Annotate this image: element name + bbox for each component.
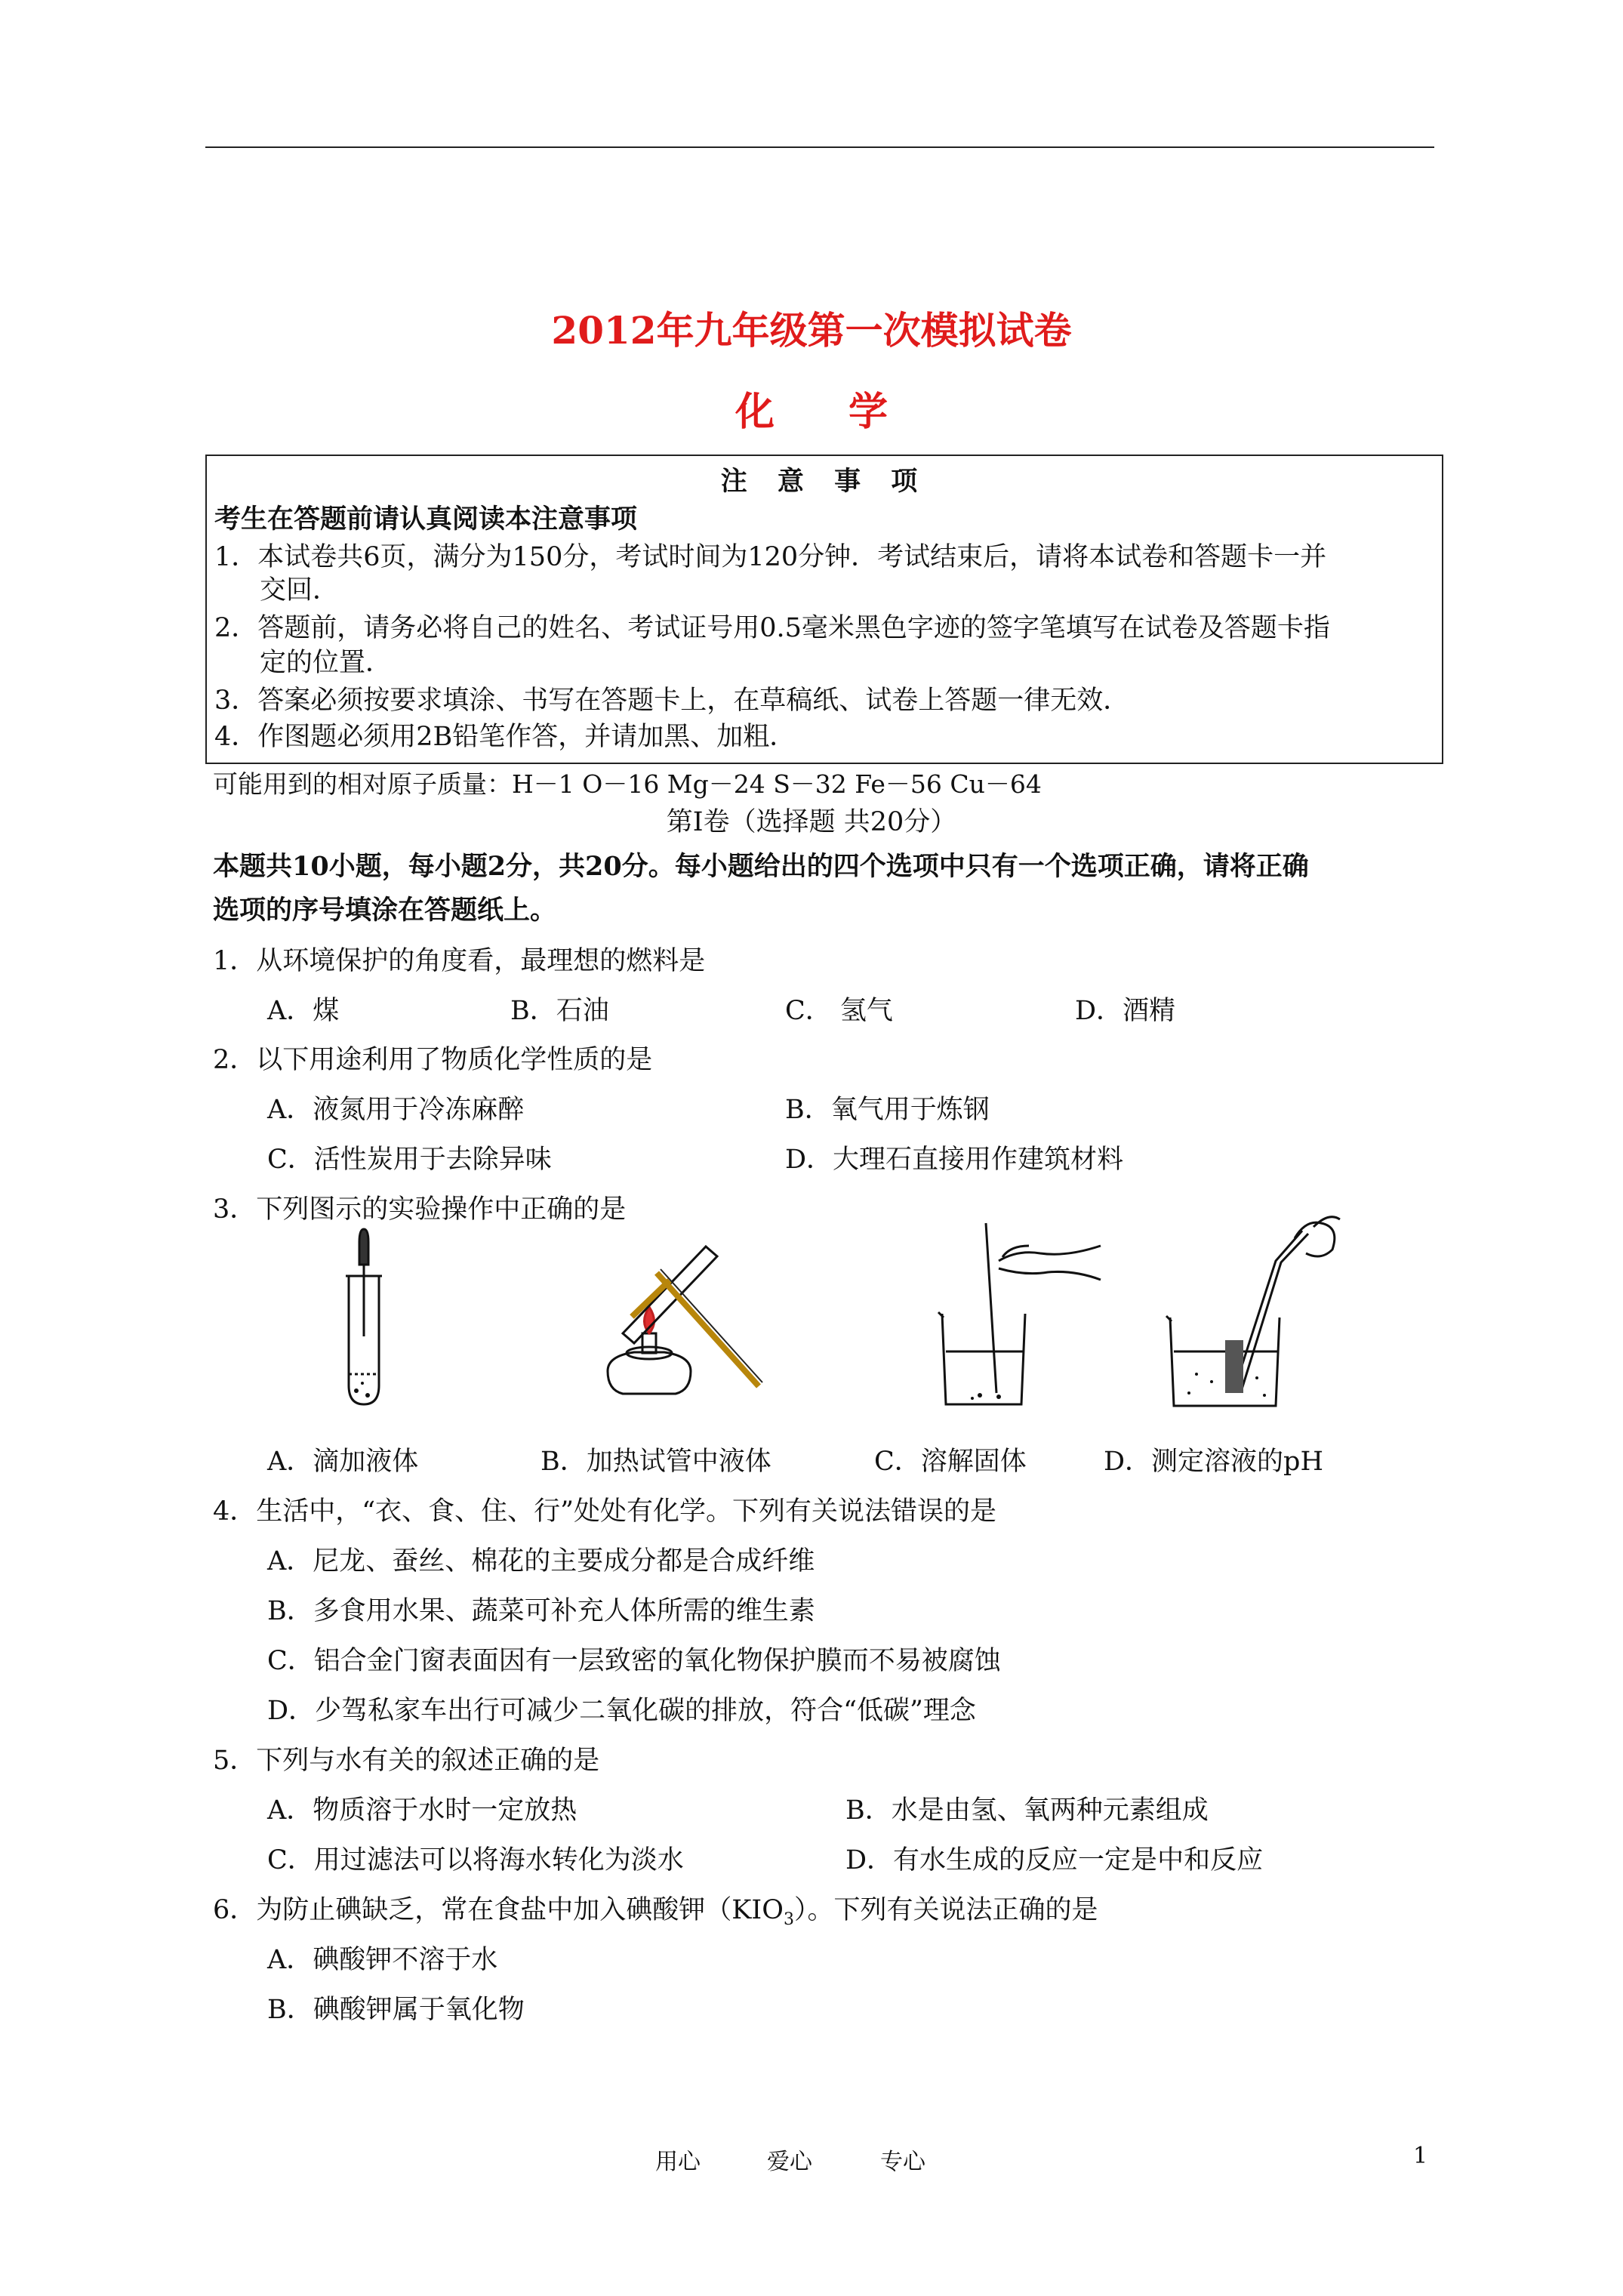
option-d: D．大理石直接用作建筑材料	[785, 1145, 1124, 1175]
notice-item: 1．本试卷共6页，满分为150分，考试时间为120分钟．考试结束后，请将本试卷和答题卡一并	[214, 542, 1327, 572]
option-d: D．测定溶液的pH	[1104, 1447, 1323, 1477]
question-stem: 5．下列与水有关的叙述正确的是	[213, 1746, 600, 1776]
measuring-ph-figure	[1151, 1208, 1347, 1416]
option-a: A．尼龙、蚕丝、棉花的主要成分都是合成纤维	[267, 1546, 815, 1576]
notice-item: 交回．	[260, 575, 340, 606]
notice-item: 3．答案必须按要求填涂、书写在答题卡上，在草稿纸、试卷上答题一律无效．	[214, 686, 1130, 716]
option-a: A．物质溶于水时一定放热	[267, 1795, 577, 1826]
option-c: C．活性炭用于去除异味	[267, 1145, 552, 1175]
option-c: C．用过滤法可以将海水转化为淡水	[267, 1845, 684, 1875]
option-b: B．水是由氢、氧两种元素组成	[845, 1795, 1209, 1826]
atomic-masses: 可能用到的相对原子质量：H－1 O－16 Mg－24 S－32 Fe－56 Cu－64	[213, 769, 1042, 799]
option-b: B．多食用水果、蔬菜可补充人体所需的维生素	[267, 1596, 815, 1626]
question-stem: 2．以下用途利用了物质化学性质的是	[213, 1045, 653, 1075]
question-stem	[213, 1889, 1098, 1929]
footer-text: 爱心	[767, 2149, 812, 2175]
exam-title: 2012年九年级第一次模拟试卷	[551, 308, 1072, 353]
section-instructions: 本题共10小题，每小题2分，共20分。每小题给出的四个选项中只有一个选项正确，请将正确	[213, 851, 1309, 882]
option-c: C．溶解固体	[874, 1447, 1027, 1477]
notice-heading: 注 意 事 项	[720, 466, 929, 497]
option-a: A．液氮用于冷冻麻醉	[267, 1095, 525, 1125]
notice-item: 定的位置．	[260, 648, 393, 678]
notice-subheading: 考生在答题前请认真阅读本注意事项	[214, 504, 638, 535]
header-rule	[205, 146, 1434, 148]
option-b: B．石油	[510, 996, 609, 1026]
stem-text: 6．为防止碘缺乏，常在食盐中加入碘酸钾（KIO	[213, 1895, 784, 1925]
option-a: A．碘酸钾不溶于水	[267, 1945, 498, 1975]
subscript: 3	[783, 1910, 794, 1929]
footer-text: 用心	[655, 2149, 701, 2175]
stem-text: ）。下列有关说法正确的是	[793, 1895, 1098, 1925]
section-instructions: 选项的序号填涂在答题纸上。	[213, 895, 557, 926]
option-b: B．碘酸钾属于氧化物	[267, 1995, 525, 2025]
question-stem: 1．从环境保护的角度看，最理想的燃料是	[213, 946, 706, 976]
option-b: B．加热试管中液体	[540, 1447, 771, 1477]
page-number: 1	[1413, 2143, 1428, 2169]
option-a: A．煤	[267, 996, 340, 1026]
section-title: 第Ⅰ卷（选择题 共20分）	[666, 807, 957, 837]
option-a: A．滴加液体	[267, 1447, 419, 1477]
heating-test-tube-figure	[577, 1228, 789, 1416]
option-d: D．少驾私家车出行可减少二氧化碳的排放，符合“低碳”理念	[267, 1696, 976, 1726]
option-d: D．有水生成的反应一定是中和反应	[845, 1845, 1264, 1875]
notice-item: 2．答题前，请务必将自己的姓名、考试证号用0.5毫米黑色字迹的签字笔填写在试卷及答题卡指	[214, 613, 1330, 643]
question-stem: 4．生活中，“衣、食、住、行”处处有化学。下列有关说法错误的是	[213, 1496, 997, 1527]
footer-text: 专心	[880, 2149, 925, 2175]
option-c: C．铝合金门窗表面因有一层致密的氧化物保护膜而不易被腐蚀	[267, 1646, 1001, 1676]
notice-box	[205, 455, 1443, 764]
dropper-test-tube-figure	[326, 1223, 417, 1412]
notice-item: 4．作图题必须用2B铅笔作答，并请加黑、加粗．	[214, 722, 796, 752]
option-d: D．酒精	[1075, 996, 1176, 1026]
subject-title: 化 学	[735, 389, 919, 435]
dissolving-solid-figure	[927, 1216, 1108, 1416]
option-b: B．氧气用于炼钢	[785, 1095, 990, 1125]
option-c: C． 氢气	[785, 996, 893, 1026]
question-stem: 3．下列图示的实验操作中正确的是	[213, 1194, 627, 1225]
